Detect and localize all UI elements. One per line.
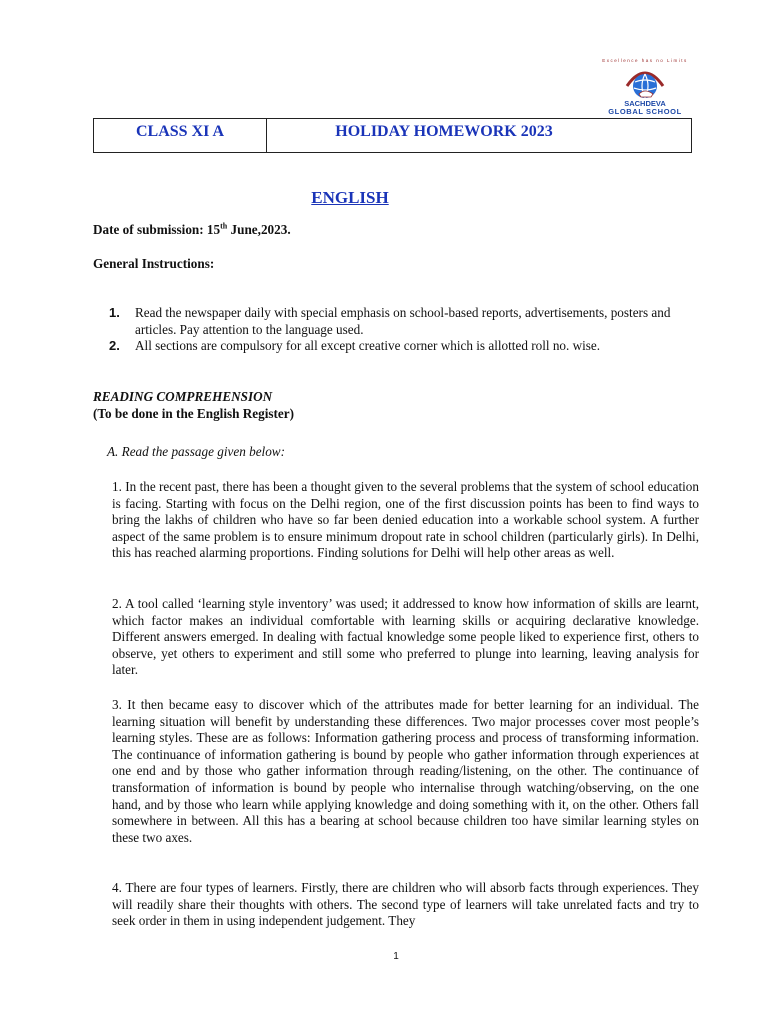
header-table xyxy=(93,118,692,153)
instruction-number: 2. xyxy=(109,338,120,353)
passage-paragraph: 2. A tool called ‘learning style inventory’ was used; it addressed to know how information of skills are learnt, which factor makes an individual comfortable with learning skills or acquiring declarative knowledge. Different answers emerged. In dealing with factual knowledge some people liked to experience first, others to observe, yet others to experiment and still some who preferred to plunge into learning, leaving analysis for later. xyxy=(112,596,699,678)
submission-date-prefix: Date of submission: 15 xyxy=(93,222,221,237)
globe-emblem-icon xyxy=(621,64,669,100)
submission-date xyxy=(93,222,699,239)
passage-instruction: A. Read the passage given below: xyxy=(107,444,285,459)
list-item xyxy=(93,338,699,355)
instruction-number: 1. xyxy=(109,305,120,320)
section-note: (To be done in the English Register) xyxy=(93,406,295,421)
class-label: CLASS XI A xyxy=(94,119,267,152)
section-title: READING COMPREHENSION xyxy=(93,389,273,404)
page-number: 1 xyxy=(393,951,399,962)
logo-tagline: Excellence has no Limits xyxy=(602,58,688,63)
passage-paragraph: 1. In the recent past, there has been a thought given to the several problems that the system of school education is facing. Starting with focus on the Delhi region, one of the first discussion points has been to find ways to bring the lakhs of children who have so far been denied education into a workable school system. A further aspect of the same problem is to ensure minimum dropout rate in school children (particularly girls). In Delhi, this has reached alarming proportions. Finding solutions for Delhi will help other areas as well. xyxy=(112,479,699,561)
logo-name-line1: SACHDEVA xyxy=(624,99,666,108)
logo-name-line2: GLOBAL SCHOOL xyxy=(608,107,682,116)
homework-title: HOLIDAY HOMEWORK 2023 xyxy=(335,123,553,140)
list-item xyxy=(93,305,699,338)
passage-paragraph: 3. It then became easy to discover which of the attributes made for better learning for an individual. The learning situation will benefit by understanding these differences. Two major processes cover most people’s learning styles. These are as follows: Information gathering process and process of transforming information. The continuance of information gathering is bound by people who gather information through experiences at one end and by those who gather information through reading/listening, on the other. The continuance of transformation of information is bound by people who internalise through watching/observing, on the one hand, and by those who learn while applying knowledge and doing something with it, on the other. Others fall somewhere in between. All this has a bearing at school because children too have similar learning styles on these two axes. xyxy=(112,697,699,845)
instruction-text: Read the newspaper daily with special emphasis on school-based reports, advertisements, posters and articles. Pay attention to the language used. xyxy=(135,305,671,337)
instruction-text: All sections are compulsory for all except creative corner which is allotted roll no. wise. xyxy=(135,338,601,353)
passage-paragraph: 4. There are four types of learners. Firstly, there are children who will absorb facts through experiences. They will readily share their thoughts with others. The second type of learners will take unrelated facts and try to seek order in them in using independent judgement. They xyxy=(112,880,699,929)
general-instructions-heading: General Instructions: xyxy=(93,256,215,271)
instructions-list xyxy=(93,305,699,355)
subject-heading: ENGLISH xyxy=(311,188,389,207)
submission-date-suffix: June,2023. xyxy=(227,222,291,237)
school-logo xyxy=(594,58,696,120)
submission-date-superscript: th xyxy=(220,221,228,231)
